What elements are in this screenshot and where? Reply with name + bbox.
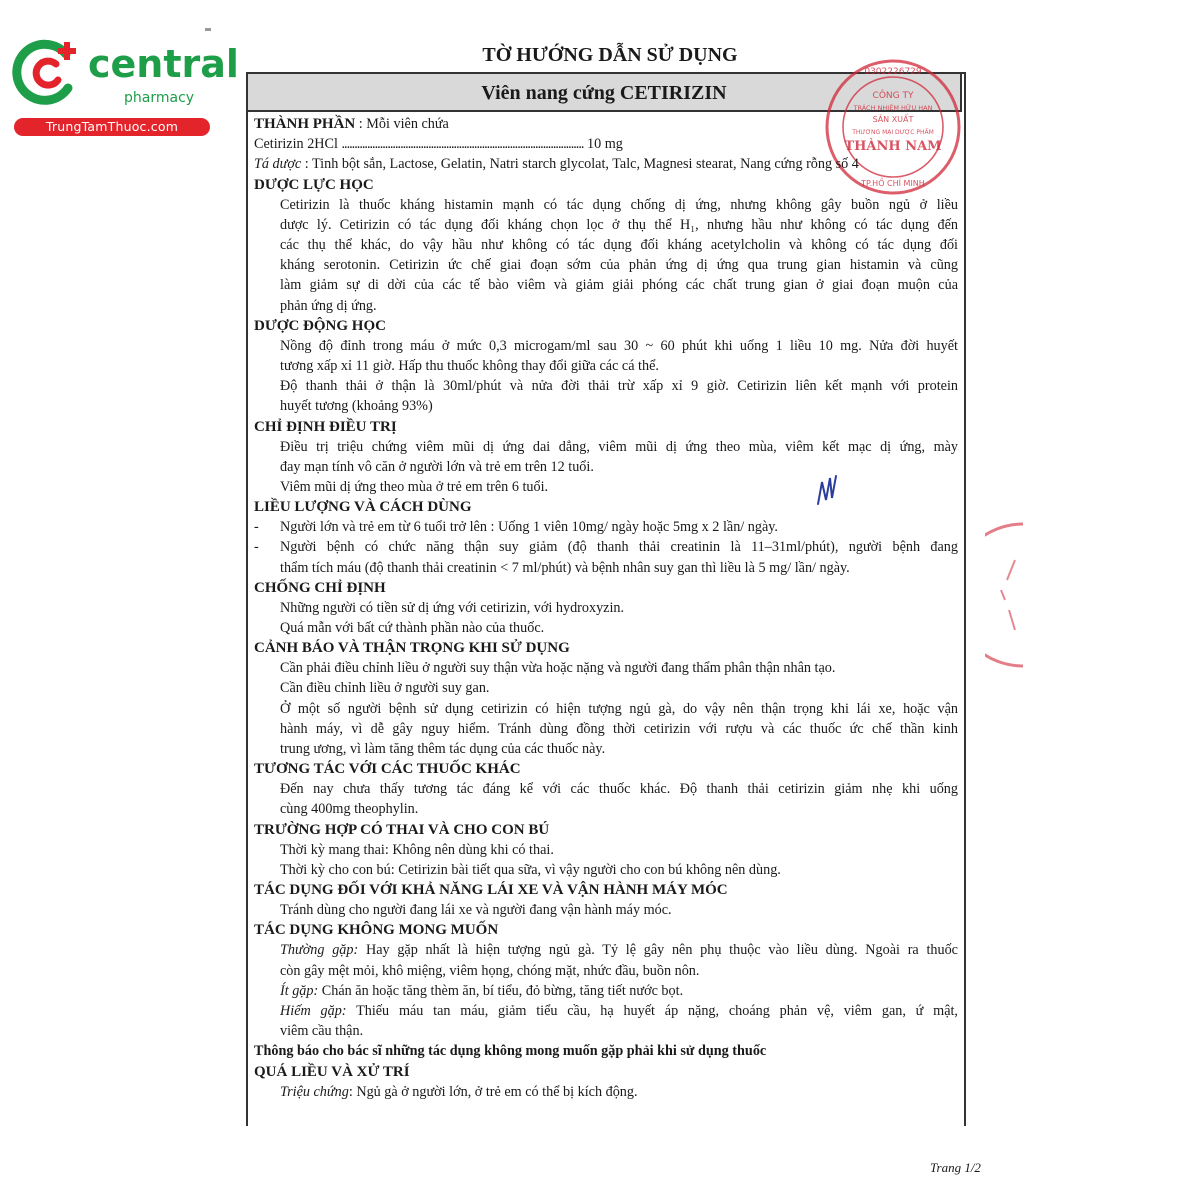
edge-stamp-fragment [985, 520, 1025, 670]
warn-line: Cần điều chỉnh liều ở người suy gan. [280, 680, 490, 697]
preg-line: Thời kỳ mang thai: Không nên dùng khi có thai. [280, 841, 554, 858]
drive-line: Tránh dùng cho người đang lái xe và người đang vận hành máy móc. [280, 902, 672, 919]
notice-line: Thông báo cho bác sĩ những tác dụng không mong muốn gặp phải khi sử dụng thuốc [254, 1043, 767, 1060]
active-ingredient-dots: ............................................................................................... [341, 136, 584, 153]
dosage-continuation: thẩm tích máu (độ thanh thải creatinin < 7 ml/phút) và bệnh nhân suy gan thì liều là 5 mg/ lần/ ngày. [280, 559, 850, 576]
ci-line: Những người có tiền sử dị ứng với cetirizin, với hydroxyzin. [280, 599, 625, 616]
excipient-line [254, 154, 958, 174]
product-title: Viên nang cứng CETIRIZIN [246, 72, 962, 112]
seal-line4: THƯƠNG MẠI DƯỢC PHẨM [852, 129, 934, 136]
overdose-text: : Ngủ gà ở người lớn, ở trẻ em có thể bị kích động. [348, 1083, 638, 1100]
overdose-line [280, 1082, 958, 1102]
contraindications-heading: CHỐNG CHỈ ĐỊNH [254, 579, 386, 596]
interactions-body [254, 779, 958, 819]
active-ingredient-name: Cetirizin 2HCl [254, 136, 342, 153]
pk-line: tương xấp xỉ 11 giờ. Hấp thu thuốc không thay đổi giữa các cá thể. [280, 358, 659, 375]
dosage-bullet: - [254, 519, 259, 536]
pregnancy-heading: TRƯỜNG HỢP CÓ THAI VÀ CHO CON BÚ [254, 821, 550, 838]
pharmacodynamics-heading: DƯỢC LỰC HỌC [254, 176, 374, 193]
driving-body [254, 900, 958, 920]
ind-line: Viêm mũi dị ứng theo mùa ở trẻ em trên 6 tuổi. [280, 479, 549, 496]
se-rare-line-2: viêm cầu thận. [280, 1023, 364, 1040]
pk-line: Độ thanh thải ở thận là 30ml/phút và nửa đời thải trừ xấp xỉ 9 giờ. Cetirizin liên kết mạnh với protein [280, 378, 958, 395]
warnings-heading: CẢNH BÁO VÀ THẬN TRỌNG KHI SỬ DỤNG [254, 640, 570, 657]
dosage-item-text: Người lớn và trẻ em từ 6 tuổi trở lên : Uống 1 viên 10mg/ ngày hoặc 5mg x 2 lần/ ngày. [280, 519, 778, 536]
se-rare-text: Thiếu máu tan máu, giảm tiểu cầu, hạ huyết áp nặng, choáng phản vệ, viêm gan, ứ mật, [346, 1002, 958, 1019]
dosage-item [254, 517, 958, 537]
pharmacokinetics-body [254, 336, 958, 417]
page-number: Trang 1/2 [930, 1160, 981, 1175]
pharmacodynamics-body [254, 195, 958, 316]
pk-line: Nồng độ đỉnh trong máu ở mức 0,3 microgam/ml sau 30 ~ 60 phút khi uống 1 liều 10 mg. Nửa đời huyết [280, 337, 958, 354]
pk-line: huyết tương (khoảng 93%) [280, 398, 433, 415]
seal-line3: SẢN XUẤT [872, 115, 914, 124]
seal-number: 0302226729 [864, 67, 922, 77]
document-body [254, 114, 958, 1102]
overdose-label: Triệu chứng [280, 1083, 349, 1100]
pharmacokinetics-heading: DƯỢC ĐỘNG HỌC [254, 317, 386, 334]
warn-line: hành máy, vì dễ gây nguy hiểm. Tránh dùng đồng thời cetirizin với rượu và các thuốc ức chế thần kinh [280, 720, 958, 737]
se-common-label: Thường gặp: [280, 942, 359, 959]
overdose-body [254, 1082, 958, 1102]
seal-line2: TRÁCH NHIỆM HỮU HẠN [853, 104, 933, 112]
se-rare-label: Hiếm gặp: [280, 1002, 347, 1019]
document-title: TỜ HƯỚNG DẪN SỬ DỤNG [482, 44, 738, 66]
indications-body [254, 437, 958, 498]
se-common-text: Hay gặp nhất là hiện tượng ngủ gà. Tỷ lệ gây nên phụ thuộc vào liều dùng. Ngoài ra thuốc [358, 942, 958, 959]
seal-line5: THÀNH NAM [844, 139, 942, 154]
se-uncommon-label: Ít gặp: [280, 982, 319, 999]
pd-line: làm giảm sự di dời của các tế bào viêm và giảm giải phóng các chất trung gian ở giai đoạn muộn của [280, 277, 958, 294]
active-ingredient-amount: 10 mg [583, 136, 623, 153]
se-common-line [280, 940, 958, 960]
warn-line: Cần phải điều chỉnh liều ở người suy thận vừa hoặc nặng và người đang thẩm phân thận nhân tạo. [280, 660, 836, 677]
seal-bottom: TP.HỒ CHÍ MINH [861, 179, 925, 188]
site-banner[interactable]: TrungTamThuoc.com [14, 118, 210, 136]
scan-mark [205, 28, 211, 31]
pd-line: kháng serotonin. Cetirizin ức chế giai đoạn sớm của phản ứng dị ứng qua trung gian histamin và cũng [280, 257, 958, 274]
composition-line [254, 114, 958, 134]
inter-line: cùng 400mg theophylin. [280, 801, 419, 818]
side-effects-heading: TÁC DỤNG KHÔNG MONG MUỐN [254, 922, 499, 939]
dosage-item-text: Người bệnh có chức năng thận suy giảm (độ thanh thải creatinin là 11–31ml/phút), người bệnh đang [280, 539, 958, 556]
contraindications-body [254, 598, 958, 638]
se-common-line-2: còn gây mệt mỏi, khô miệng, viêm họng, chóng mặt, nhức đầu, buồn nôn. [280, 962, 700, 979]
interactions-heading: TƯƠNG TÁC VỚI CÁC THUỐC KHÁC [254, 761, 521, 778]
warn-line: Ở một số người bệnh sử dụng cetirizin có hiện tượng ngủ gà, do vậy nên thận trọng khi lái xe, hoặc vận [280, 700, 958, 717]
pd-line: dược lý. Cetirizin có tác dụng đối kháng chọn lọc ở thụ thể H₁, nhưng hầu như không có tác dụng đến [280, 216, 958, 233]
composition-heading: THÀNH PHẦN [254, 116, 356, 132]
warn-line: trung ương, vì làm tăng thêm tác dụng của các thuốc này. [280, 741, 606, 758]
ind-line: đay mạn tính vô căn ở người lớn và trẻ em trên 12 tuổi. [280, 458, 594, 475]
excipient-label: Tá dược [254, 156, 302, 173]
se-rare-line [280, 1001, 958, 1021]
pd-line: các thụ thể khác, do vậy hầu như không có tác dụng đối kháng acetylcholin và không có tác dụng đối [280, 237, 958, 254]
inter-line: Đến nay chưa thấy tương tác đáng kể với các thuốc khác. Độ thanh thải cetirizin giảm nhẹ khi uống [280, 781, 958, 798]
logo-brand-sub: pharmacy [124, 90, 195, 106]
dosage-bullet: - [254, 539, 259, 556]
ind-line: Điều trị triệu chứng viêm mũi dị ứng dai dẳng, viêm mũi dị ứng theo mùa, viêm kết mạc dị ứng, mày [280, 438, 958, 455]
excipient-text: : Tinh bột sắn, Lactose, Gelatin, Natri starch glycolat, Talc, Magnesi stearat, Nang cứng rỗng số 4 [301, 156, 859, 173]
logo-brand-name: central [88, 42, 239, 86]
side-effects-body [254, 940, 958, 1041]
pd-line: Cetirizin là thuốc kháng histamin mạnh có tác dụng chống dị ứng, nhưng không gây buồn ngủ ở liều [280, 196, 958, 213]
overdose-heading: QUÁ LIỀU VÀ XỬ TRÍ [254, 1063, 410, 1080]
active-ingredient-line [254, 134, 958, 154]
indications-heading: CHỈ ĐỊNH ĐIỀU TRỊ [254, 418, 397, 435]
seal-line1: CÔNG TY [872, 91, 914, 101]
se-uncommon-text: Chán ăn hoặc tăng thèm ăn, bí tiểu, đỏ bừng, tăng tiết nước bọt. [318, 982, 684, 999]
pregnancy-body [254, 840, 958, 880]
dosage-body [254, 517, 958, 578]
composition-suffix: : Mỗi viên chứa [355, 116, 449, 132]
se-uncommon-line [280, 981, 958, 1001]
ci-line: Quá mẫn với bất cứ thành phần nào của thuốc. [280, 620, 545, 637]
logo-mark-icon [12, 38, 82, 108]
warnings-body [254, 658, 958, 759]
preg-line: Thời kỳ cho con bú: Cetirizin bài tiết qua sữa, vì vậy người cho con bú không nên dùng. [280, 861, 781, 878]
pd-line: phản ứng dị ứng. [280, 297, 377, 314]
dosage-item [254, 537, 958, 557]
dosage-heading: LIỀU LƯỢNG VÀ CÁCH DÙNG [254, 499, 472, 516]
driving-heading: TÁC DỤNG ĐỐI VỚI KHẢ NĂNG LÁI XE VÀ VẬN HÀNH MÁY MÓC [254, 882, 728, 899]
